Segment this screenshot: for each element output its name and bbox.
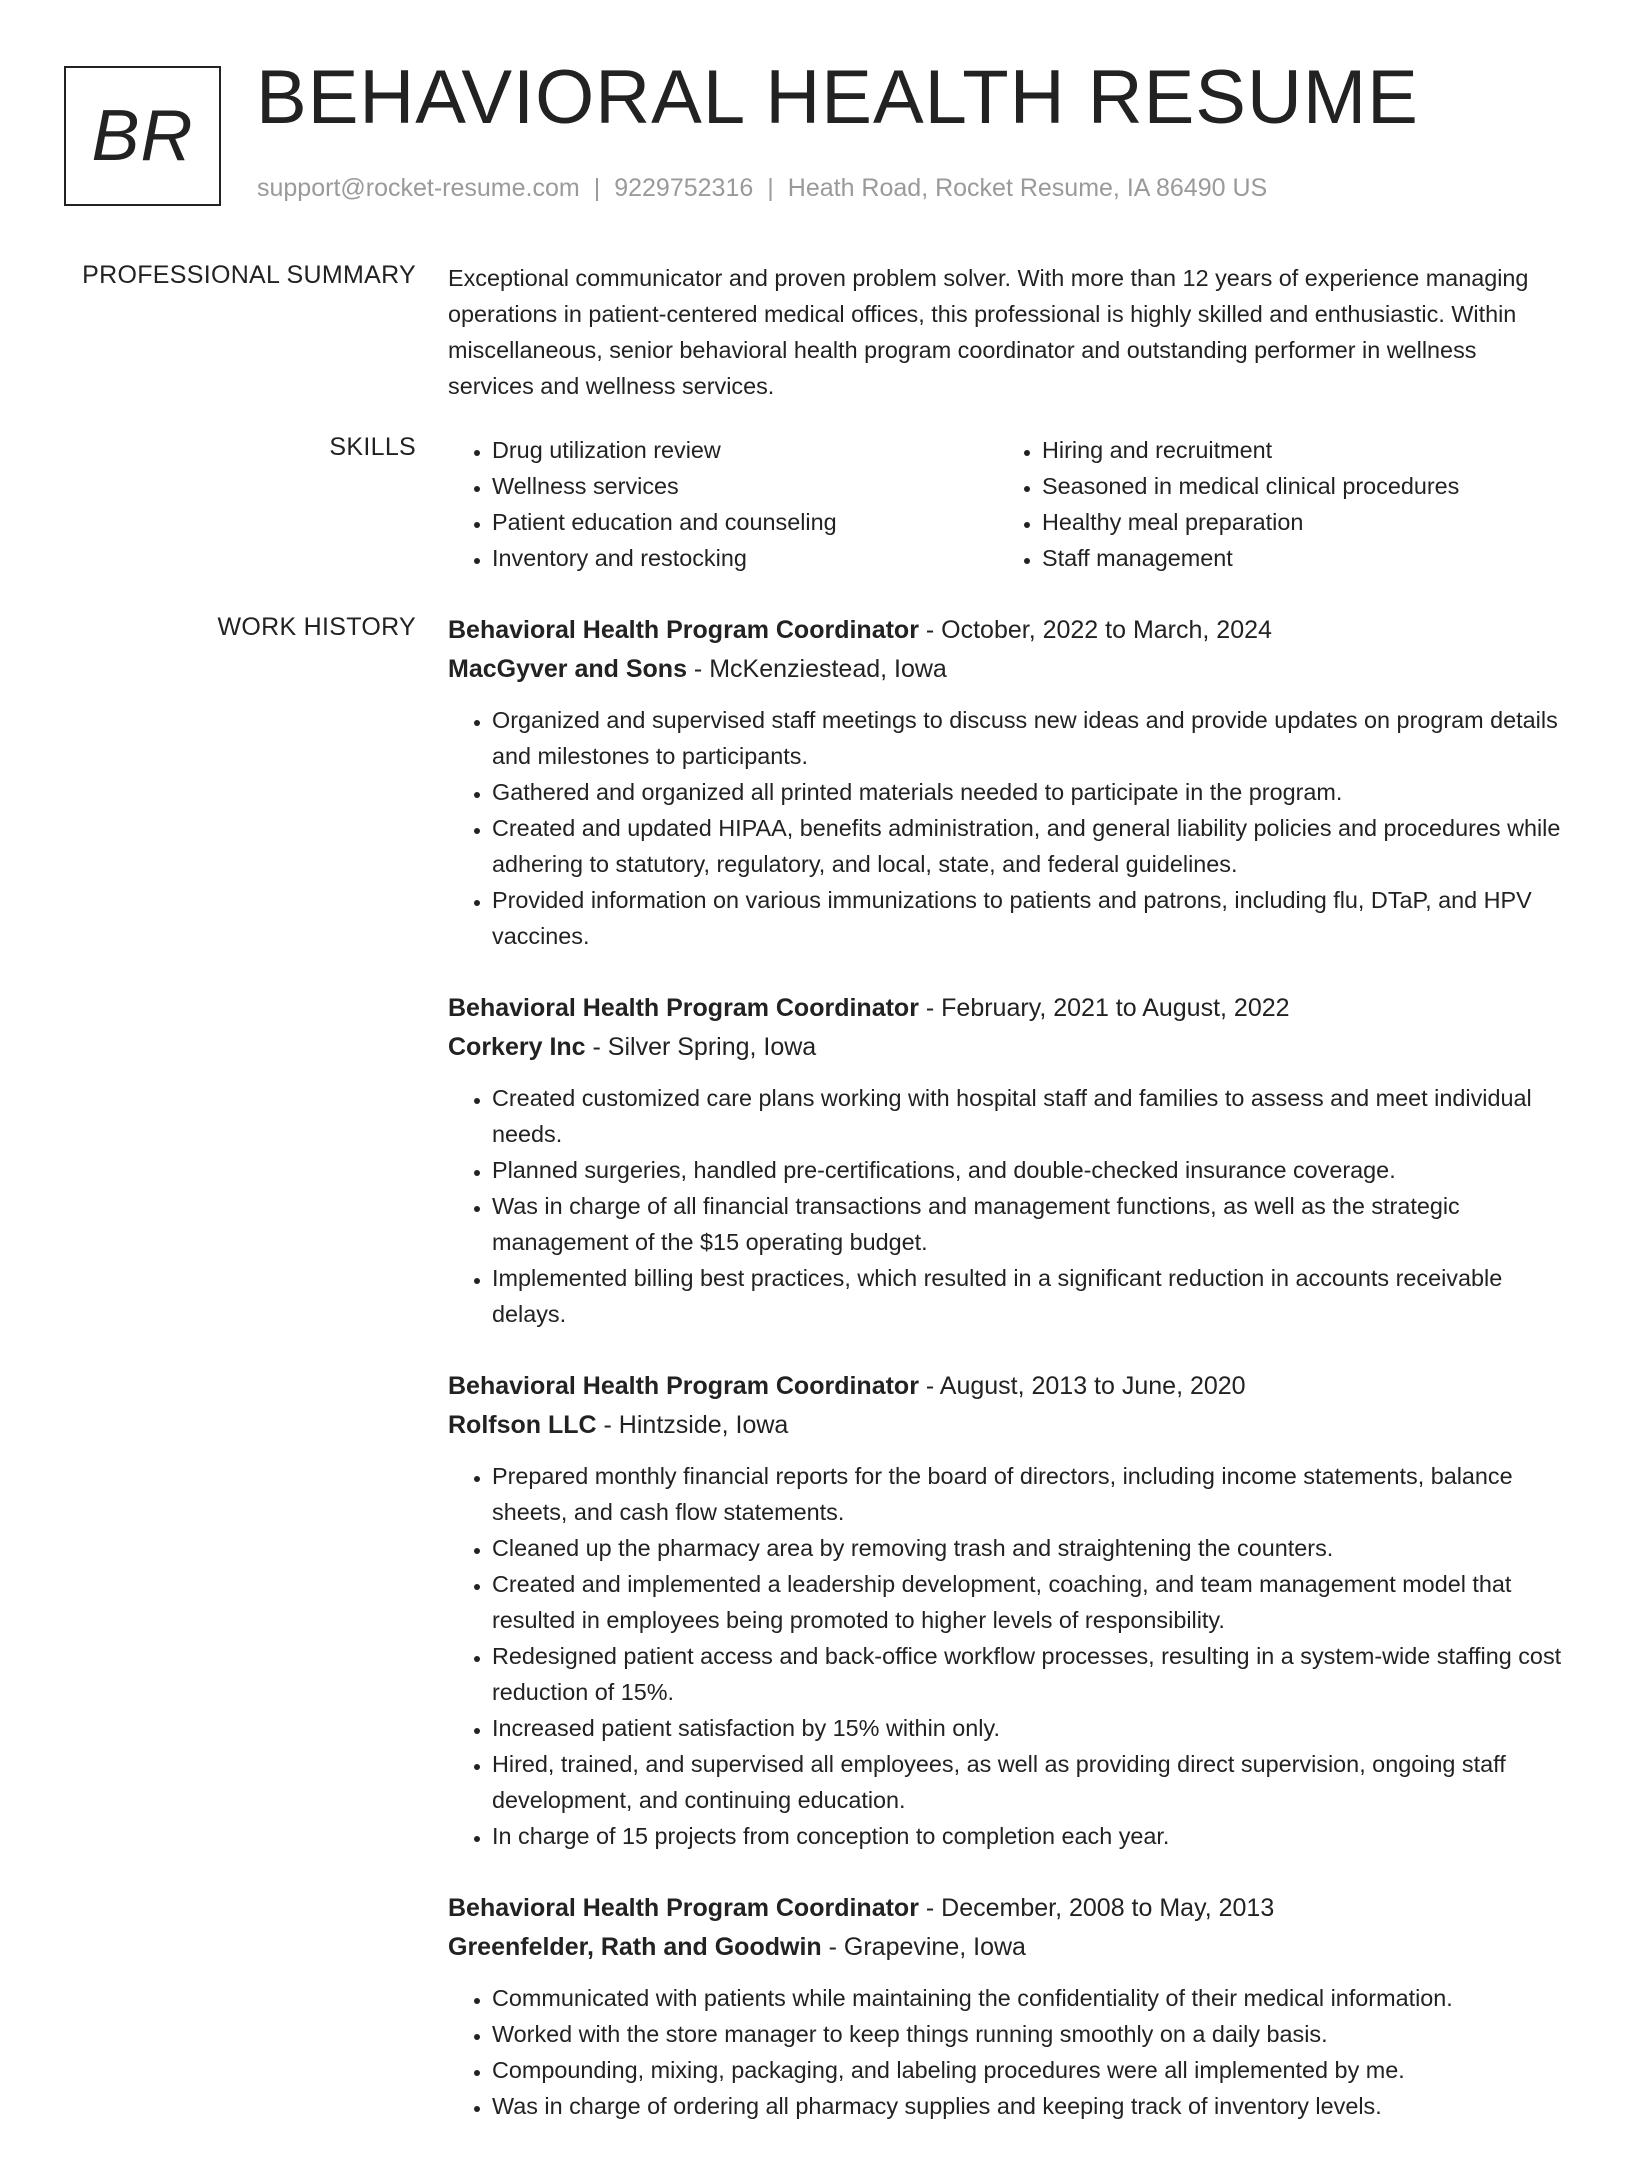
contact-separator: | bbox=[767, 174, 774, 202]
job-bullet: • Gathered and organized all printed materials needed to participate in the program. bbox=[492, 774, 1568, 810]
job-bullet: • Communicated with patients while maintaining the confidentiality of their medical information. bbox=[492, 1980, 1568, 2016]
job-title: Behavioral Health Program Coordinator bbox=[448, 1372, 919, 1400]
job-entry bbox=[448, 610, 1568, 954]
job-bullet: • Implemented billing best practices, which resulted in a significant reduction in accounts receivable delays. bbox=[492, 1260, 1568, 1332]
job-title: Behavioral Health Program Coordinator bbox=[448, 994, 919, 1022]
job-location: - Grapevine, Iowa bbox=[821, 1933, 1026, 1961]
job-company-line bbox=[448, 650, 1568, 688]
job-company: Rolfson LLC bbox=[448, 1411, 597, 1439]
job-bullet: • Was in charge of ordering all pharmacy supplies and keeping track of inventory levels. bbox=[492, 2088, 1568, 2124]
job-company-line bbox=[448, 1028, 1568, 1066]
skills-grid bbox=[448, 432, 1568, 576]
job-bullet: • Was in charge of all financial transactions and management functions, as well as the strategic management of the $15 operating budget. bbox=[492, 1188, 1568, 1260]
contact-email: support@rocket-resume.com bbox=[257, 174, 580, 202]
skill-item: • Hiring and recruitment bbox=[1042, 432, 1548, 468]
skill-item: • Healthy meal preparation bbox=[1042, 504, 1548, 540]
job-entry bbox=[448, 1366, 1568, 1854]
skill-item: • Drug utilization review bbox=[492, 432, 998, 468]
skill-item: • Staff management bbox=[1042, 540, 1548, 576]
job-company: MacGyver and Sons bbox=[448, 655, 687, 683]
summary-body bbox=[448, 260, 1568, 404]
job-location: - Silver Spring, Iowa bbox=[585, 1033, 817, 1061]
skill-item: • Inventory and restocking bbox=[492, 540, 998, 576]
job-bullets bbox=[448, 702, 1568, 954]
job-company: Greenfelder, Rath and Goodwin bbox=[448, 1933, 822, 1961]
job-entry bbox=[448, 988, 1568, 1332]
job-bullet: • Created and implemented a leadership development, coaching, and team management model that resulted in employees being promoted to higher levels of responsibility. bbox=[492, 1566, 1568, 1638]
job-bullet: • Compounding, mixing, packaging, and labeling procedures were all implemented by me. bbox=[492, 2052, 1568, 2088]
skill-item: • Patient education and counseling bbox=[492, 504, 998, 540]
job-title: Behavioral Health Program Coordinator bbox=[448, 616, 919, 644]
monogram-logo bbox=[64, 66, 221, 206]
job-company-line bbox=[448, 1928, 1568, 1966]
skills-heading: SKILLS bbox=[329, 433, 416, 461]
contact-address: Heath Road, Rocket Resume, IA 86490 US bbox=[787, 174, 1268, 202]
job-bullets bbox=[448, 1080, 1568, 1332]
job-dates: - February, 2021 to August, 2022 bbox=[918, 994, 1290, 1022]
job-bullet: • In charge of 15 projects from conception to completion each year. bbox=[492, 1818, 1568, 1854]
work-history-body bbox=[448, 610, 1568, 2158]
job-company-line bbox=[448, 1406, 1568, 1444]
job-bullet: • Cleaned up the pharmacy area by removing trash and straightening the counters. bbox=[492, 1530, 1568, 1566]
job-title-line bbox=[448, 1366, 1568, 1406]
job-bullet: • Organized and supervised staff meetings to discuss new ideas and provide updates on program details and milestones to participants. bbox=[492, 702, 1568, 774]
job-bullet: • Created customized care plans working with hospital staff and families to assess and meet individual needs. bbox=[492, 1080, 1568, 1152]
job-bullet: • Prepared monthly financial reports for the board of directors, including income statements, balance sheets, and cash flow statements. bbox=[492, 1458, 1568, 1530]
job-entry bbox=[448, 1888, 1568, 2124]
skills-body bbox=[448, 432, 1568, 576]
summary-heading: PROFESSIONAL SUMMARY bbox=[82, 261, 416, 289]
job-bullets bbox=[448, 1980, 1568, 2124]
job-bullets bbox=[448, 1458, 1568, 1854]
job-bullet: • Increased patient satisfaction by 15% within only. bbox=[492, 1710, 1568, 1746]
job-dates: - August, 2013 to June, 2020 bbox=[918, 1372, 1246, 1400]
work-history-heading: WORK HISTORY bbox=[217, 613, 416, 641]
resume-name: BEHAVIORAL HEALTH RESUME bbox=[256, 55, 1419, 140]
job-location: - McKenziestead, Iowa bbox=[686, 655, 947, 683]
job-bullet: • Worked with the store manager to keep things running smoothly on a daily basis. bbox=[492, 2016, 1568, 2052]
job-bullet: • Hired, trained, and supervised all employees, as well as providing direct supervision, ongoing staff development, and continuing education. bbox=[492, 1746, 1568, 1818]
job-company: Corkery Inc bbox=[448, 1033, 586, 1061]
job-bullet: • Provided information on various immunizations to patients and patrons, including flu, DTaP, and HPV vaccines. bbox=[492, 882, 1568, 954]
job-title-line bbox=[448, 610, 1568, 650]
job-location: - Hintzside, Iowa bbox=[596, 1411, 789, 1439]
contact-line bbox=[257, 174, 1267, 203]
job-dates: - December, 2008 to May, 2013 bbox=[918, 1894, 1275, 1922]
job-bullet: • Created and updated HIPAA, benefits administration, and general liability policies and procedures while adhering to statutory, regulatory, and local, state, and federal guidelines. bbox=[492, 810, 1568, 882]
contact-phone: 9229752316 bbox=[614, 174, 754, 202]
skills-list-right bbox=[998, 432, 1548, 576]
job-title: Behavioral Health Program Coordinator bbox=[448, 1894, 919, 1922]
contact-separator: | bbox=[593, 174, 601, 202]
skill-item: • Seasoned in medical clinical procedures bbox=[1042, 468, 1548, 504]
job-bullet: • Planned surgeries, handled pre-certifications, and double-checked insurance coverage. bbox=[492, 1152, 1568, 1188]
skill-item: • Wellness services bbox=[492, 468, 998, 504]
monogram-initials: BR bbox=[91, 96, 194, 176]
skills-list-left bbox=[448, 432, 998, 576]
job-title-line bbox=[448, 988, 1568, 1028]
job-title-line bbox=[448, 1888, 1568, 1928]
summary-text: Exceptional communicator and proven problem solver. With more than 12 years of experience managing operations in patient-centered medical offices, this professional is highly skilled and enthusiastic. Within miscellaneous, senior behavioral health program coordinator and outstanding performer in wellness services and wellness services. bbox=[448, 265, 1529, 399]
job-bullet: • Redesigned patient access and back-office workflow processes, resulting in a system-wide staffing cost reduction of 15%. bbox=[492, 1638, 1568, 1710]
job-dates: - October, 2022 to March, 2024 bbox=[918, 616, 1272, 644]
